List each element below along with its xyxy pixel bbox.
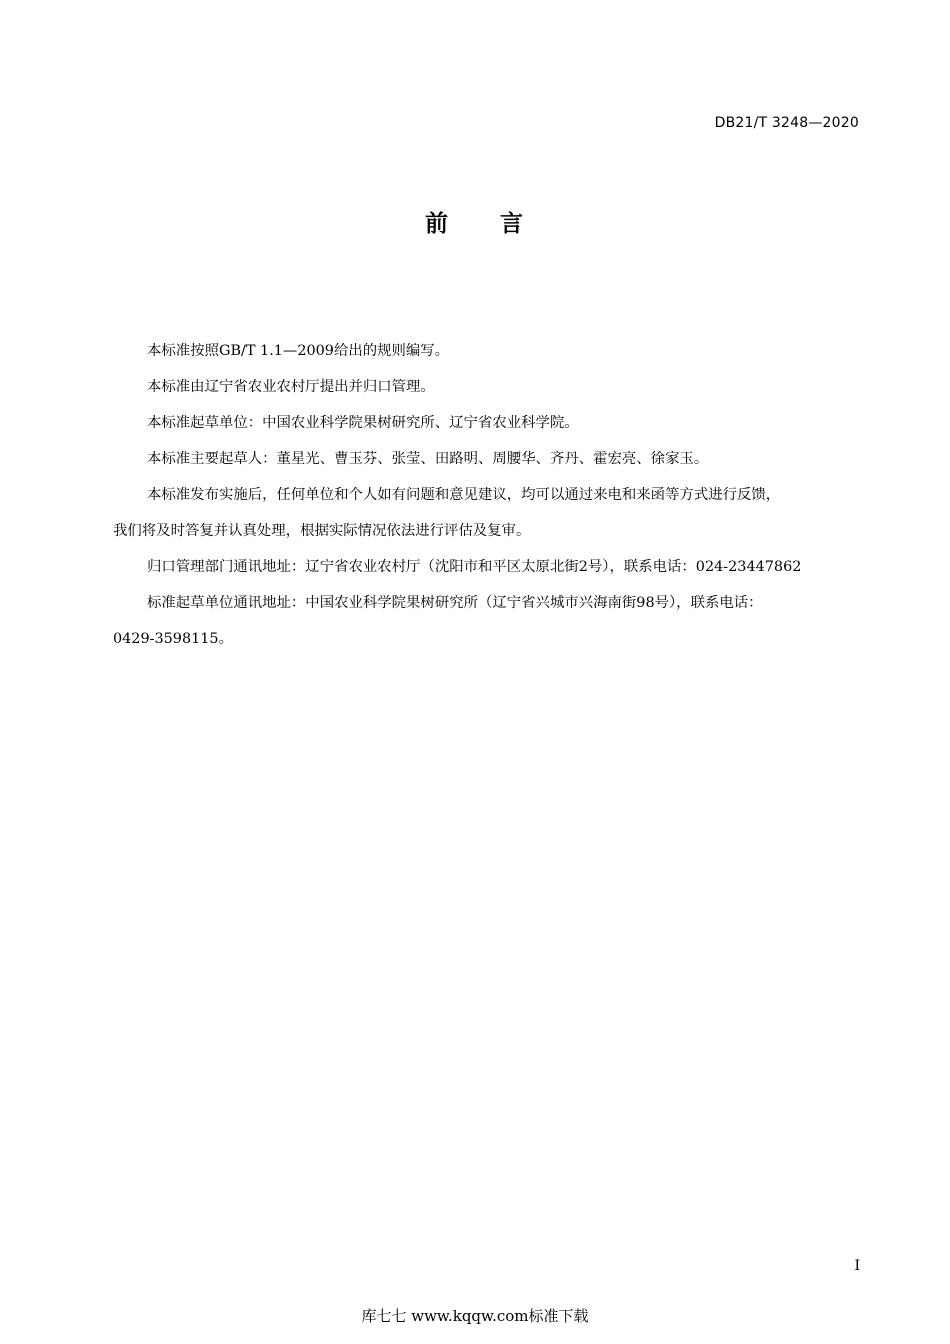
drafter-contact-line-1: 标准起草单位通讯地址：中国农业科学院果树研究所（辽宁省兴城市兴海南街98号），联系电话： bbox=[147, 595, 763, 611]
paragraph-structure-rule: 本标准按照GB/T 1.1—2009给出的规则编写。 bbox=[147, 343, 450, 359]
title-char-2: 言 bbox=[500, 211, 525, 237]
paragraph-drafters: 本标准主要起草人：董星光、曹玉芬、张莹、田路明、周腰华、齐丹、霍宏亮、徐家玉。 bbox=[147, 451, 709, 467]
paragraph-proposer: 本标准由辽宁省农业农村厅提出并归口管理。 bbox=[147, 379, 435, 395]
paragraph-dept-contact: 归口管理部门通讯地址：辽宁省农业农村厅（沈阳市和平区太原北街2号），联系电话：024-23447862 bbox=[147, 559, 802, 575]
paragraph-feedback bbox=[113, 477, 860, 549]
footer-watermark: 库七七 www.kqqw.com标准下载 bbox=[361, 1307, 589, 1325]
feedback-line-1: 本标准发布实施后，任何单位和个人如有问题和意见建议，均可以通过来电和来函等方式进行反馈， bbox=[147, 487, 781, 503]
page-number: I bbox=[854, 1258, 860, 1274]
paragraph-drafting-units: 本标准起草单位：中国农业科学院果树研究所、辽宁省农业科学院。 bbox=[147, 415, 579, 431]
title-char-1: 前 bbox=[425, 211, 450, 237]
feedback-line-2: 我们将及时答复并认真处理，根据实际情况依法进行评估及复审。 bbox=[113, 523, 531, 539]
page-title bbox=[0, 205, 950, 238]
paragraph-drafter-contact bbox=[113, 585, 860, 657]
drafter-contact-line-2: 0429-3598115。 bbox=[113, 631, 233, 647]
preface-body bbox=[113, 333, 860, 657]
document-code: DB21/T 3248—2020 bbox=[714, 115, 859, 131]
